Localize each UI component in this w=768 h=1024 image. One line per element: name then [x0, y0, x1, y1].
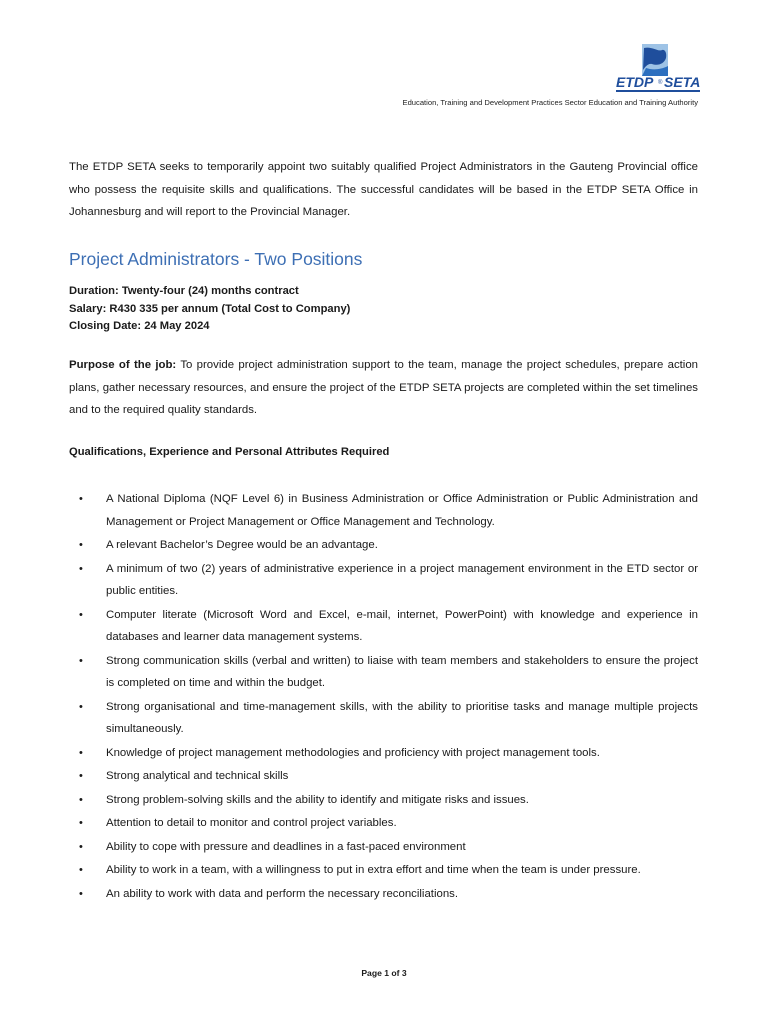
salary: Salary: R430 335 per annum (Total Cost to Company)	[69, 302, 351, 315]
list-item-text: A minimum of two (2) years of administrative experience in a project management environment in the ETD sector or public entities.	[106, 562, 698, 597]
intro-paragraph: The ETDP SETA seeks to temporarily appoint two suitably qualified Project Administrators in the Gauteng Provincial office who possess the requisite skills and qualifications. The successful candidates will be based in the ETDP SETA Office in Johannesburg and will report to the Provincial Manager.	[69, 161, 698, 218]
bullet-icon: •	[79, 539, 83, 551]
list-item	[69, 836, 698, 859]
bullet-icon: •	[79, 793, 83, 806]
qualifications-title: Qualifications, Experience and Personal Attributes Required	[69, 446, 390, 458]
organization-tagline: Education, Training and Development Practices Sector Education and Training Authority	[402, 98, 698, 107]
etdp-seta-logo	[612, 40, 704, 96]
bullet-icon: •	[79, 654, 83, 667]
list-item-text: A relevant Bachelor’s Degree would be an advantage.	[106, 539, 378, 551]
bullet-icon: •	[79, 493, 83, 505]
list-item-text: Strong problem-solving skills and the ability to identify and mitigate risks and issues.	[106, 793, 529, 806]
list-item	[69, 604, 698, 649]
list-item-text: Strong communication skills (verbal and written) to liaise with team members and stakeholders to ensure the project is completed on time and within the budget.	[106, 654, 698, 689]
bullet-icon: •	[79, 608, 83, 621]
list-item	[69, 696, 698, 741]
bullet-icon: •	[79, 864, 83, 876]
svg-text:ETDP: ETDP	[616, 74, 654, 90]
list-item	[69, 558, 698, 603]
qualifications-list	[69, 488, 698, 906]
bullet-icon: •	[79, 840, 83, 853]
list-item-text: Strong organisational and time-management skills, with the ability to prioritise tasks and manage multiple projects simultaneously.	[106, 700, 698, 735]
bullet-icon: •	[79, 562, 83, 575]
page-number: Page 1 of 3	[361, 968, 407, 978]
svg-text:®: ®	[658, 80, 663, 86]
list-item	[69, 534, 698, 557]
list-item	[69, 789, 698, 812]
list-item-text: Attention to detail to monitor and control project variables.	[106, 817, 397, 829]
job-title: Project Administrators - Two Positions	[69, 249, 363, 269]
list-item	[69, 742, 698, 765]
bullet-icon: •	[79, 887, 83, 900]
list-item-text: Knowledge of project management methodologies and proficiency with project management tools.	[106, 746, 600, 759]
bullet-icon: •	[79, 746, 83, 759]
list-item-text: Ability to work in a team, with a willingness to put in extra effort and time when the team is under pressure.	[106, 864, 641, 876]
list-item	[69, 765, 698, 788]
list-item-text: Ability to cope with pressure and deadlines in a fast-paced environment	[106, 840, 466, 853]
list-item	[69, 650, 698, 695]
bullet-icon: •	[79, 817, 83, 829]
list-item-text: A National Diploma (NQF Level 6) in Business Administration or Office Administration or Public Administration and Management or Project Management or Office Management and Technology.	[106, 493, 698, 528]
list-item	[69, 488, 698, 533]
purpose-text: To provide project administration support to the team, manage the project schedules, prepare action plans, gather necessary resources, and ensure the project of the ETDP SETA projects are completed within the set timelines and to the required quality standards.	[69, 359, 699, 416]
list-item-text: Strong analytical and technical skills	[106, 770, 289, 782]
bullet-icon: •	[79, 700, 83, 713]
bullet-icon: •	[79, 770, 83, 782]
list-item-text: Computer literate (Microsoft Word and Excel, e-mail, internet, PowerPoint) with knowledge and experience in databases and learner data management systems.	[106, 608, 698, 643]
purpose-paragraph	[69, 354, 698, 422]
list-item	[69, 859, 698, 882]
svg-text:SETA: SETA	[664, 74, 701, 90]
duration: Duration: Twenty-four (24) months contract	[69, 285, 299, 297]
list-item	[69, 812, 698, 835]
closing-date: Closing Date: 24 May 2024	[69, 320, 210, 332]
list-item	[69, 883, 698, 906]
purpose-label: Purpose of the job:	[69, 359, 177, 371]
job-meta	[69, 283, 350, 336]
list-item-text: An ability to work with data and perform the necessary reconciliations.	[106, 887, 459, 900]
